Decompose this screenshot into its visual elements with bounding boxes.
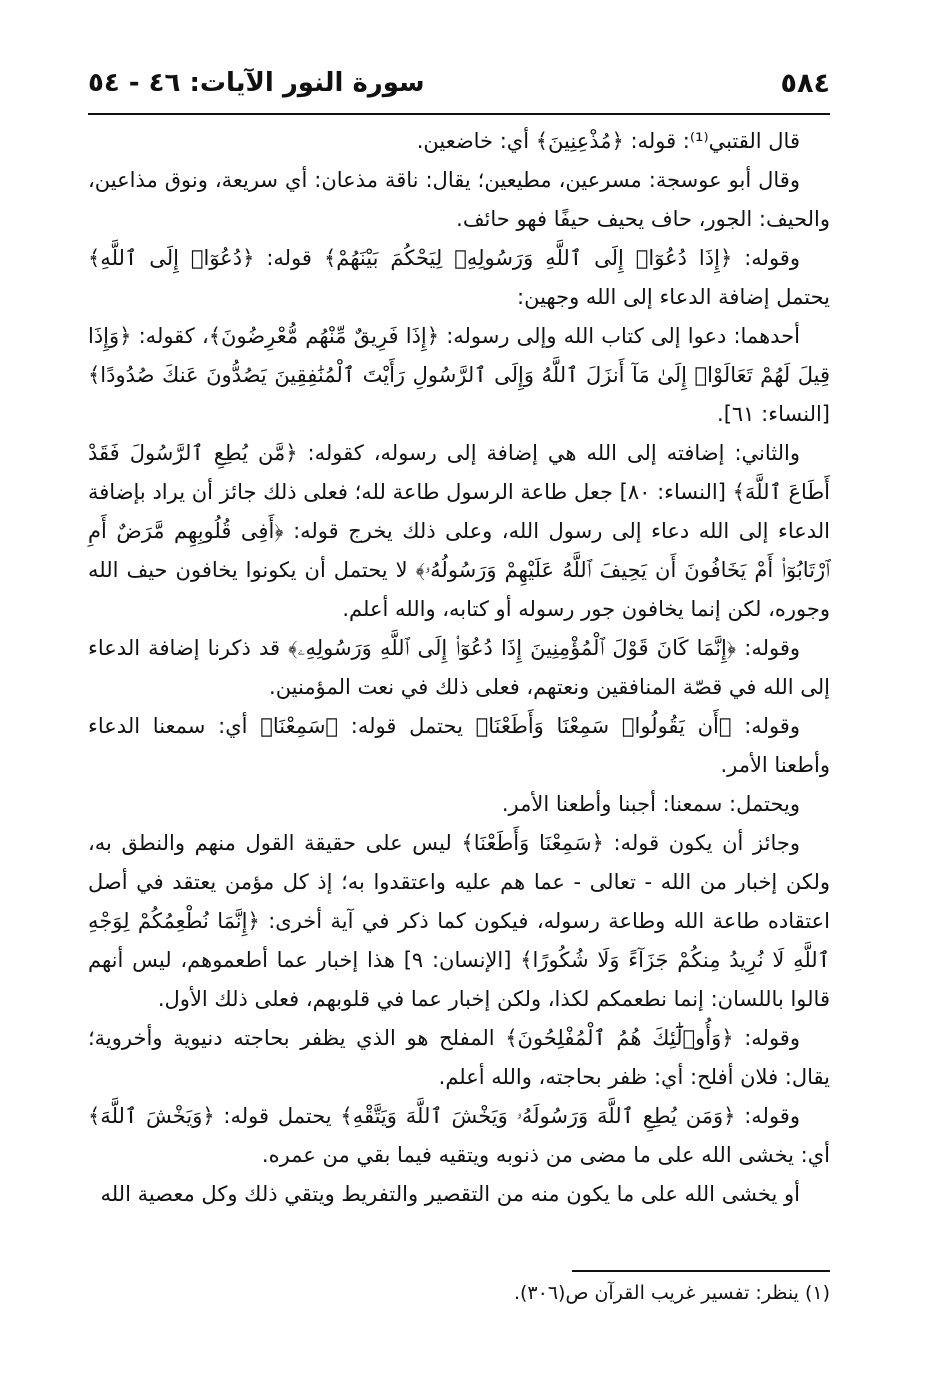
paragraph: وجائز أن يكون قوله: ﴿سَمِعْنَا وَأَطَعْنَا﴾ ليس على حقيقة القول منهم والنطق به، ولكن إخبار من الله - تعالى - عما هم عليه واعتقدوا به؛ إذ كل مؤمن يعتقد في أصل اعتقاده طاعة الله وطاعة رسوله، فيكون كما ذكر في آية أخرى: ﴿إِنَّمَا نُطْعِمُكُمْ لِوَجْهِ ٱللَّهِ لَا نُرِيدُ مِنكُمْ جَزَآءً وَلَا شُكُورًا﴾ [الإنسان: ٩] هذا إخبار عما أطعموهم، ليس أنهم قالوا باللسان: إنما نطعمكم لكذا، ولكن إخبار عما في قلوبهم، فعلى ذلك الأول.: [88, 831, 830, 1011]
paragraph: وقوله: ﴿أَن يَقُولُوا۟ سَمِعْنَا وَأَطَعْنَا﴾ يحتمل قوله: ﴿سَمِعْنَا﴾ أي: سمعنا الدعاء وأطعنا الأمر.: [88, 714, 830, 777]
paragraph: أحدهما: دعوا إلى كتاب الله وإلى رسوله: ﴿إِذَا فَرِيقٌ مِّنْهُم مُّعْرِضُونَ﴾، كقوله: ﴿وَإِذَا قِيلَ لَهُمْ تَعَالَوْا۟ إِلَىٰ مَآ أَنزَلَ ٱللَّهُ وَإِلَى ٱلرَّسُولِ رَأَيْتَ ٱلْمُنَٰفِقِينَ يَصُدُّونَ عَنكَ صُدُودًا﴾ [النساء: ٦١].: [88, 324, 830, 426]
running-title: سورة النور الآيات: ٤٦ - ٥٤: [88, 68, 425, 98]
footnote-rule: [572, 1270, 830, 1272]
header-rule: [88, 113, 830, 115]
body-text: [88, 122, 830, 1214]
footnote: (١) ينظر: تفسير غريب القرآن ص(٣٠٦).: [513, 1282, 830, 1304]
paragraph: والثاني: إضافته إلى الله هي إضافة إلى رسوله، كقوله: ﴿مَّن يُطِعِ ٱلرَّسُولَ فَقَدْ أَطَاعَ ٱللَّهَ﴾ [النساء: ٨٠] جعل طاعة الرسول طاعة لله؛ فعلى ذلك جائز أن يراد بإضافة الدعاء إلى الله دعاء إلى رسول الله، وعلى ذلك يخرج قوله: ﴿أَفِى قُلُوبِهِم مَّرَضٌ أَمِ ٱرْتَابُوٓا۟ أَمْ يَخَافُونَ أَن يَحِيفَ ٱللَّهُ عَلَيْهِمْ وَرَسُولُهُۥ﴾ لا يحتمل أن يكونوا يخافون حيف الله وجوره، لكن إنما يخافون جور رسوله أو كتابه، والله أعلم.: [88, 441, 830, 621]
paragraph: ويحتمل: سمعنا: أجبنا وأطعنا الأمر.: [501, 792, 800, 816]
paragraph: وقوله: ﴿إِذَا دُعُوٓا۟ إِلَى ٱللَّهِ وَرَسُولِهِۦ لِيَحْكُمَ بَيْنَهُمْ﴾ قوله: ﴿دُعُوٓا۟ إِلَى ٱللَّهِ﴾ يحتمل إضافة الدعاء إلى الله وجهين:: [88, 246, 830, 309]
paragraph: وقوله: ﴿وَأُو۟لَٰٓئِكَ هُمُ ٱلْمُفْلِحُونَ﴾ المفلح هو الذي يظفر بحاجته دنيوية وأخروية؛ يقال: فلان أفلح: أي: ظفر بحاجته، والله أعلم.: [88, 1026, 830, 1089]
paragraph: وقال أبو عوسجة: مسرعين، مطيعين؛ يقال: ناقة مذعان: أي سريعة، ونوق مذاعين، والحيف: الجور، حاف يحيف حيفًا فهو حائف.: [88, 168, 830, 231]
page-header: [88, 64, 830, 110]
paragraph: وقوله: ﴿إِنَّمَا كَانَ قَوْلَ ٱلْمُؤْمِنِينَ إِذَا دُعُوٓا۟ إِلَى ٱللَّهِ وَرَسُولِهِۦ﴾ قد ذكرنا إضافة الدعاء إلى الله في قصّة المنافقين ونعتهم، فعلى ذلك في نعت المؤمنين.: [88, 636, 830, 699]
paragraph: وقوله: ﴿وَمَن يُطِعِ ٱللَّهَ وَرَسُولَهُۥ وَيَخْشَ ٱللَّهَ وَيَتَّقْهِ﴾ يحتمل قوله: ﴿وَيَخْشَ ٱللَّهَ﴾ أي: يخشى الله على ما مضى من ذنوبه ويتقيه فيما بقي من عمره.: [88, 1104, 830, 1167]
page-number: ٥٨٤: [780, 68, 830, 99]
paragraph: أو يخشى الله على ما يكون منه من التقصير والتفريط ويتقي ذلك وكل معصية الله: [100, 1182, 800, 1206]
paragraph: قال القتبي⁽¹⁾: قوله: ﴿مُذْعِنِينَ﴾ أي: خاضعين.: [416, 129, 800, 153]
